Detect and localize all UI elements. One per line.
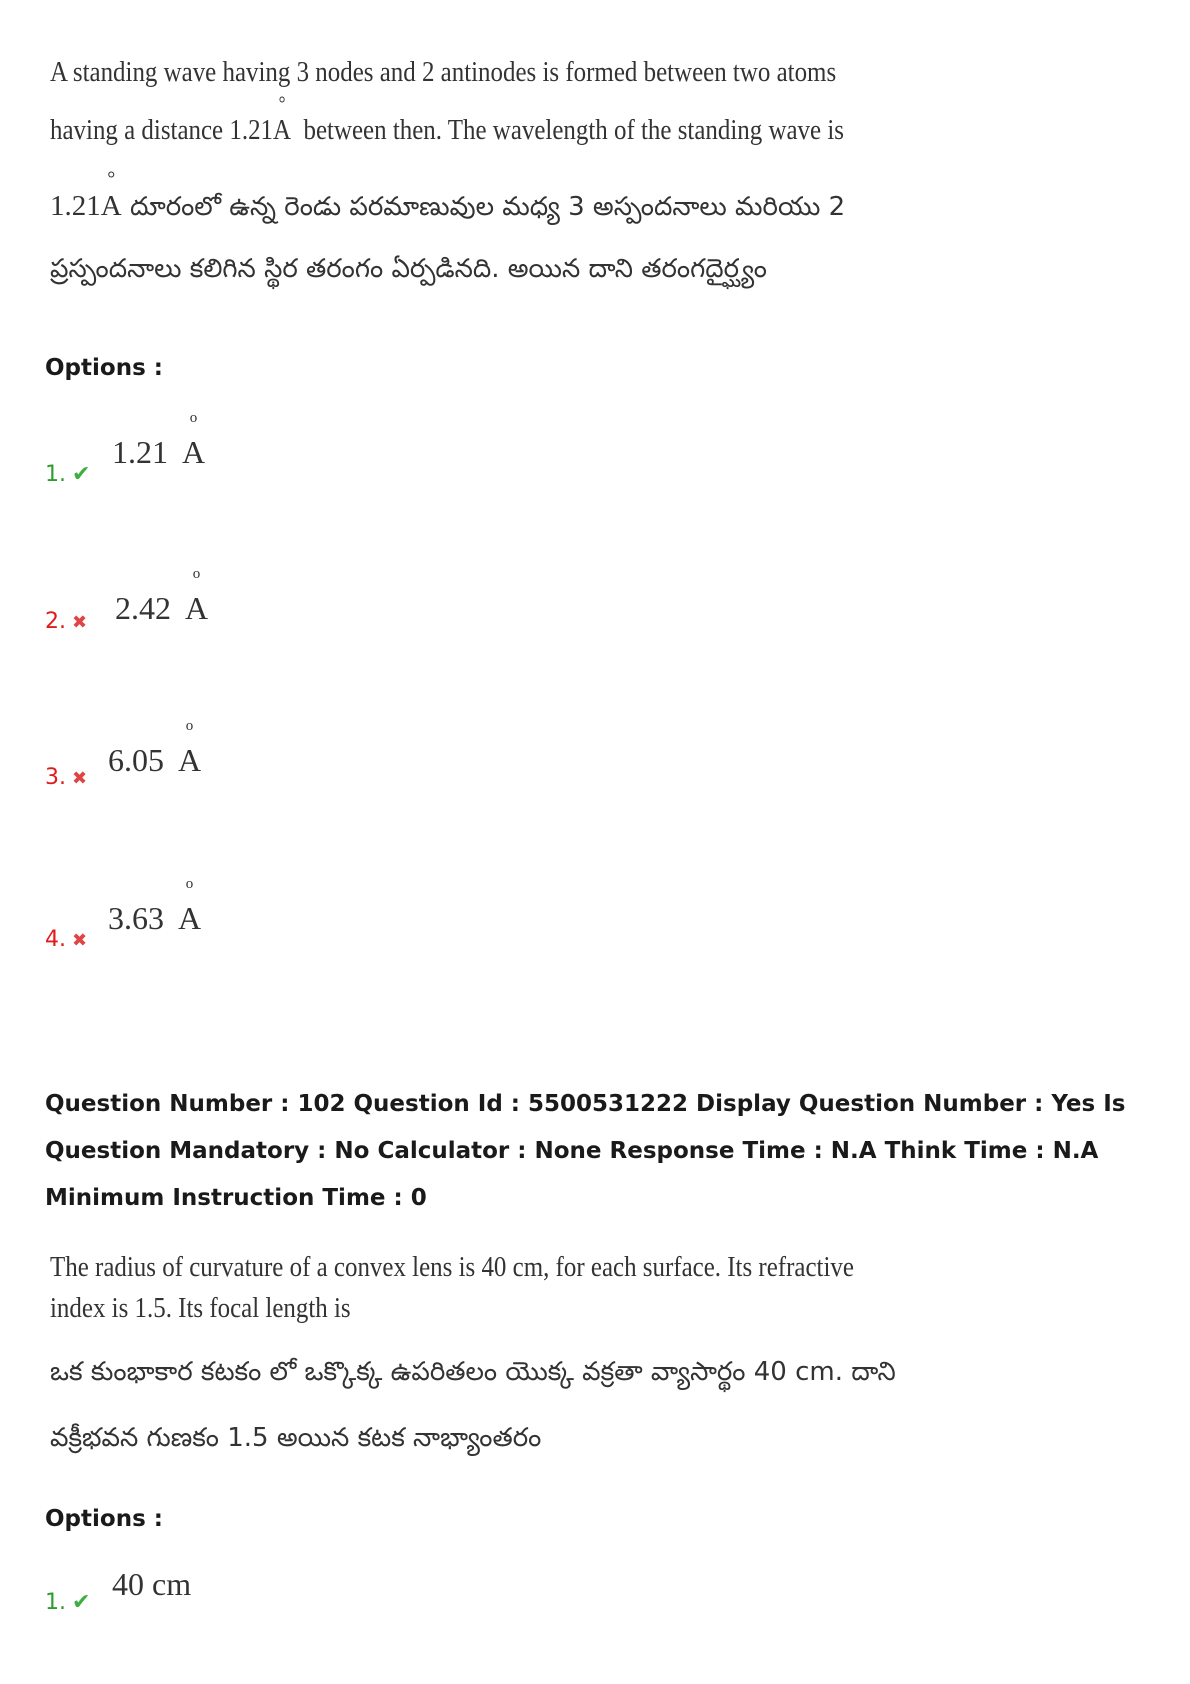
angstrom-unit: o A bbox=[178, 900, 201, 937]
q1-option-4-number: 4. ✖ bbox=[45, 927, 88, 952]
q2-english-line-2: index is 1.5. Its focal length is bbox=[50, 1292, 351, 1324]
q2-option-1-value: 40 cm bbox=[112, 1566, 192, 1602]
q1-option-3-value: 6.05o A bbox=[108, 742, 201, 779]
q2-telugu-line-1: ఒక కుంభాకార కటకం లో ఒక్కొక్క ఉపరితలం యొక్క వక్రతా వ్యాసార్థం 40 cm. దాని bbox=[50, 1357, 896, 1387]
q2-options-label: Options : bbox=[45, 1506, 163, 1532]
q2-option-1-number: 1. ✔ bbox=[45, 1590, 91, 1615]
q1-option-1-value: 1.21o A bbox=[112, 434, 205, 471]
q1-telugu-line-1-rest: దూరంలో ఉన్న రెండు పరమాణువుల మధ్య 3 అస్పందనాలు మరియు 2 bbox=[129, 192, 846, 222]
angstrom-unit: o A bbox=[178, 742, 201, 779]
q1-telugu-line-1 bbox=[50, 190, 845, 228]
q2-metadata: Question Number : 102 Question Id : 5500531222 Display Question Number : Yes Is Question Mandatory : No Calculator : None Response Time : N.A Think Time : N.A Minimum Instruction Time : 0 bbox=[45, 1091, 1126, 1211]
q1-distance-value: having a distance 1.21 bbox=[50, 114, 274, 146]
q1-telugu-distance: 1.21 bbox=[50, 190, 101, 222]
cross-icon: ✖ bbox=[72, 930, 88, 951]
angstrom-unit: ° A bbox=[273, 116, 291, 145]
q1-option-3-number: 3. ✖ bbox=[45, 765, 88, 790]
check-icon: ✔ bbox=[72, 1590, 91, 1615]
cross-icon: ✖ bbox=[72, 612, 88, 633]
q1-option-1-number: 1. ✔ bbox=[45, 462, 91, 487]
check-icon: ✔ bbox=[72, 462, 91, 487]
q1-option-4-value: 3.63o A bbox=[108, 900, 201, 937]
q1-english-line-2-rest: between then. The wavelength of the standing wave is bbox=[303, 114, 844, 146]
q1-option-2-value: 2.42o A bbox=[115, 590, 208, 627]
q1-option-2-number: 2. ✖ bbox=[45, 609, 88, 634]
angstrom-unit: ° A bbox=[101, 190, 122, 223]
q2-telugu-line-2: వక్రీభవన గుణకం 1.5 అయిన కటక నాభ్యాంతరం bbox=[50, 1423, 542, 1453]
cross-icon: ✖ bbox=[72, 768, 88, 789]
q2-english-line-1: The radius of curvature of a convex lens is 40 cm, for each surface. Its refractive bbox=[50, 1251, 854, 1283]
angstrom-unit: o A bbox=[185, 590, 208, 627]
q1-english-line-2 bbox=[50, 116, 844, 145]
q1-english-line-1: A standing wave having 3 nodes and 2 antinodes is formed between two atoms bbox=[50, 56, 837, 88]
q1-telugu-line-2: ప్రస్పందనాలు కలిగిన స్థిర తరంగం ఏర్పడినది. అయిన దాని తరంగదైర్ఘ్యం bbox=[50, 254, 767, 284]
angstrom-unit: o A bbox=[182, 434, 205, 471]
q1-options-label: Options : bbox=[45, 355, 163, 381]
